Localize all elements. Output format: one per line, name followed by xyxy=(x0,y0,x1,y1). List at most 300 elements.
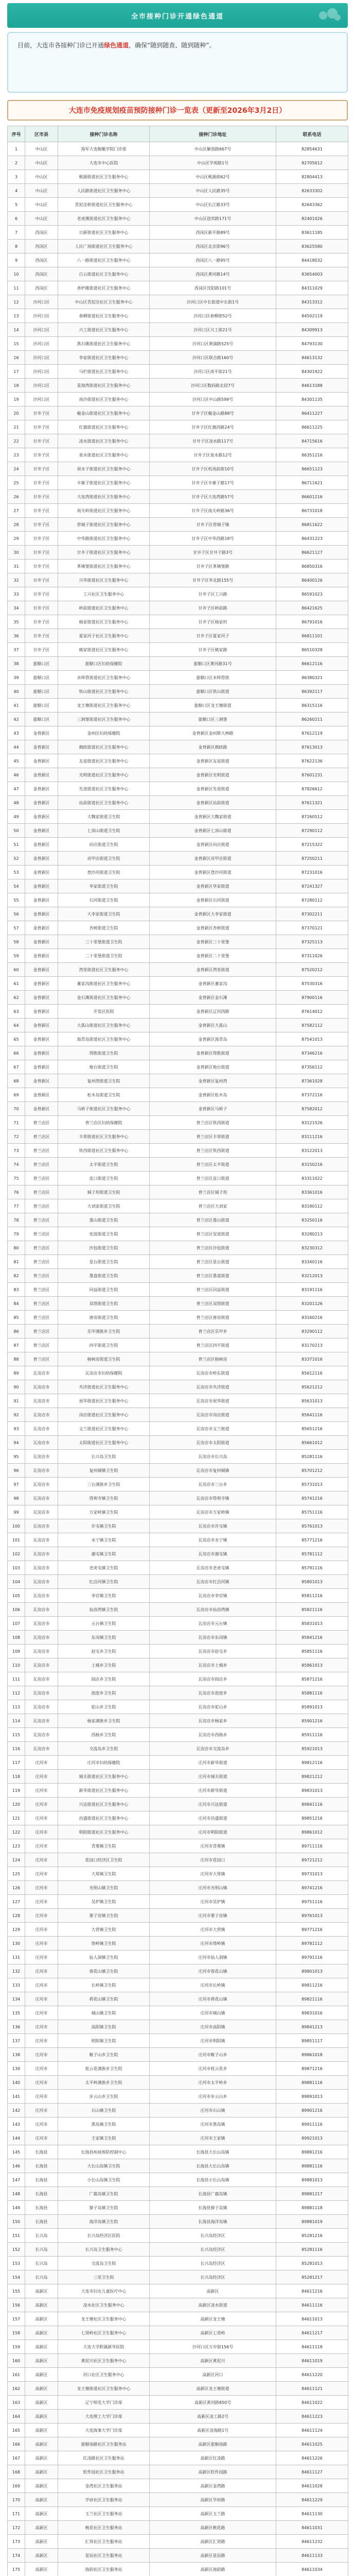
table-row xyxy=(8,1881,348,1895)
cell-clinic-name: 石山镇卫生院 xyxy=(58,2104,150,2117)
cell-address: 庄河市塔岭镇 xyxy=(150,1937,276,1951)
cell-clinic-name: 花园口经济区卫生院 xyxy=(58,1853,150,1867)
cell-address: 旅顺口区三涧堡 xyxy=(150,713,276,726)
cell-phone: 86612116 xyxy=(276,657,348,671)
cell-clinic-name: 辛寨子街道社区卫生服务中心 xyxy=(58,476,150,490)
table-row xyxy=(8,1422,348,1436)
cell-clinic-name: 交流岛卫生院 xyxy=(58,2257,150,2270)
cell-phone: 89881217 xyxy=(276,2187,348,2201)
cell-address: 普兰店区星台街道 xyxy=(150,1255,276,1269)
table-row xyxy=(8,351,348,365)
cell-district: 瓦房店市 xyxy=(25,1436,58,1450)
cell-phone: 89921013 xyxy=(276,2131,348,2145)
cell-district: 瓦房店市 xyxy=(25,1742,58,1756)
cell-phone: 89721212 xyxy=(276,1853,348,1867)
table-row xyxy=(8,2229,348,2243)
cell-clinic-name: 星辰社区卫生服务站 xyxy=(58,2549,150,2563)
table-title: 大连市免疫规划疫苗预防接种门诊一览表（更新至2026年3月2日） xyxy=(7,100,348,121)
table-row xyxy=(8,2451,348,2465)
cell-index: 111 xyxy=(8,1672,25,1686)
cell-district: 旅顺口区 xyxy=(25,671,58,685)
cell-district: 金普新区 xyxy=(25,782,58,796)
cell-district: 旅顺口区 xyxy=(25,657,58,671)
cell-district: 普兰店区 xyxy=(25,1227,58,1241)
cell-district: 瓦房店市 xyxy=(25,1394,58,1408)
cell-index: 6 xyxy=(8,212,25,226)
cell-index: 160 xyxy=(8,2354,25,2368)
cell-index: 99 xyxy=(8,1505,25,1519)
cell-index: 53 xyxy=(8,866,25,879)
cell-index: 82 xyxy=(8,1269,25,1283)
cell-address: 沙河口区南平街21号 xyxy=(150,365,276,379)
cell-index: 116 xyxy=(8,1742,25,1756)
cell-clinic-name: 二十里堡街道卫生院 xyxy=(58,949,150,963)
cell-clinic-name: 大刘家街道卫生院 xyxy=(58,1199,150,1213)
table-row xyxy=(8,156,348,170)
table-row xyxy=(8,1102,348,1116)
cell-district: 瓦房店市 xyxy=(25,1617,58,1631)
cell-clinic-name: 中华路街道社区卫生服务中心 xyxy=(58,532,150,546)
cell-phone: 84301135 xyxy=(276,393,348,406)
cell-district: 庄河市 xyxy=(25,2034,58,2048)
cell-district: 高新区 xyxy=(25,2424,58,2437)
table-row xyxy=(8,420,348,434)
cell-phone: 89911116 xyxy=(276,2117,348,2131)
table-row xyxy=(8,212,348,226)
cell-address: 长海县大长山岛镇 xyxy=(150,2145,276,2159)
cell-phone: 85281013 xyxy=(276,2257,348,2270)
cell-phone: 89881019 xyxy=(276,2215,348,2229)
cell-clinic-name: 丰荣街道社区卫生服务中心 xyxy=(58,1130,150,1144)
cell-index: 44 xyxy=(8,740,25,754)
cell-phone: 86411227 xyxy=(276,406,348,420)
cell-phone: 87241327 xyxy=(276,879,348,893)
cell-address: 普兰店区安波街道 xyxy=(150,1227,276,1241)
cell-clinic-name: 龙王塘街道社区卫生服务中心 xyxy=(58,2382,150,2396)
cell-index: 123 xyxy=(8,1839,25,1853)
cell-district: 瓦房店市 xyxy=(25,1728,58,1742)
cell-clinic-name: 青堆镇卫生院 xyxy=(58,1839,150,1853)
cell-district: 庄河市 xyxy=(25,1867,58,1881)
cell-address: 庄河市明阳街道 xyxy=(150,1825,276,1839)
table-row xyxy=(8,726,348,740)
cell-index: 164 xyxy=(8,2410,25,2424)
cell-clinic-name: 得胜街道卫生院 xyxy=(58,1046,150,1060)
cell-clinic-name: 河口社区卫生服务中心 xyxy=(58,2368,150,2382)
cell-clinic-name: 大连大学附属新华医院 xyxy=(58,2340,150,2354)
cell-clinic-name: 青泥洼桥街道社区卫生服务中心 xyxy=(58,198,150,212)
cell-address: 瓦房店市许屯镇 xyxy=(150,1519,276,1533)
cell-district: 庄河市 xyxy=(25,2076,58,2090)
cell-address: 甘井子区营城子镇 xyxy=(150,518,276,532)
cell-district: 瓦房店市 xyxy=(25,1478,58,1492)
cell-clinic-name: 吴炉镇卫生院 xyxy=(58,1895,150,1909)
cell-index: 130 xyxy=(8,1937,25,1951)
table-row xyxy=(8,1283,348,1297)
cell-clinic-name: 香炉礁街道社区卫生服务中心 xyxy=(58,281,150,295)
cell-phone: 84301922 xyxy=(276,365,348,379)
cell-phone: 89881116 xyxy=(276,2159,348,2173)
cell-clinic-name: 长兴岛经济区医院 xyxy=(58,2229,150,2243)
cell-address: 甘井子区机场前街10号 xyxy=(150,462,276,476)
cell-phone: 85281116 xyxy=(276,2243,348,2257)
cell-address: 瓦房店市岗店街道 xyxy=(150,1408,276,1422)
cell-index: 4 xyxy=(8,184,25,198)
cell-address: 金普新区金州斯大林路 xyxy=(150,726,276,740)
cell-clinic-name: 岭前街道社区卫生服务中心 xyxy=(58,601,150,615)
cell-address: 中山区迎宾路171号 xyxy=(150,212,276,226)
cell-clinic-name: 兴华街道社区卫生服务中心 xyxy=(58,573,150,587)
cell-phone: 87612119 xyxy=(276,726,348,740)
cell-index: 163 xyxy=(8,2396,25,2410)
cell-index: 67 xyxy=(8,1060,25,1074)
cell-address: 瓦房店市祝华街道 xyxy=(150,1394,276,1408)
cell-index: 30 xyxy=(8,546,25,560)
cell-phone: 87280112 xyxy=(276,893,348,907)
cell-index: 75 xyxy=(8,1172,25,1185)
table-row xyxy=(8,1867,348,1881)
cell-phone: 89821212 xyxy=(276,1770,348,1784)
cell-clinic-name: 姚家街道社区卫生服务中心 xyxy=(58,643,150,657)
cell-index: 64 xyxy=(8,1019,25,1032)
table-row xyxy=(8,1839,348,1853)
cell-clinic-name: 长海县疾病预防控制中心 xyxy=(58,2145,150,2159)
cell-district: 庄河市 xyxy=(25,1923,58,1937)
cell-clinic-name: 兴工街道社区卫生服务中心 xyxy=(58,323,150,337)
cell-index: 132 xyxy=(8,1964,25,1978)
cell-phone: 84611121 xyxy=(276,2382,348,2396)
cell-clinic-name: 旅顺口区妇幼保健院 xyxy=(58,657,150,671)
cell-address: 金普新区大魏家街道 xyxy=(150,810,276,824)
cell-phone: 83250116 xyxy=(276,1213,348,1227)
cell-phone: 87250211 xyxy=(276,852,348,866)
cell-index: 110 xyxy=(8,1658,25,1672)
cell-clinic-name: 老虎滩街道社区卫生服务中心 xyxy=(58,212,150,226)
cell-district: 金普新区 xyxy=(25,1046,58,1060)
cell-index: 23 xyxy=(8,448,25,462)
cell-index: 59 xyxy=(8,949,25,963)
table-row xyxy=(8,2090,348,2104)
cell-district: 长海县 xyxy=(25,2159,58,2173)
table-row xyxy=(8,2104,348,2117)
cell-phone: 84418032 xyxy=(276,253,348,267)
cell-district: 沙河口区 xyxy=(25,323,58,337)
cell-address: 金普新区复州湾 xyxy=(150,1074,276,1088)
cell-district: 庄河市 xyxy=(25,1756,58,1770)
cell-address: 庄河市蓉花山镇 xyxy=(150,1964,276,1978)
cell-index: 119 xyxy=(8,1784,25,1798)
cell-phone: 87325113 xyxy=(276,935,348,949)
cell-phone: 85891013 xyxy=(276,1700,348,1714)
cell-phone: 86811101 xyxy=(276,629,348,643)
cell-clinic-name: 大长山岛镇卫生院 xyxy=(58,2159,150,2173)
cell-phone: 89801013 xyxy=(276,1964,348,1978)
cell-address: 沙河口区中山路599号 xyxy=(150,393,276,406)
cell-address: 金普新区拥政路 xyxy=(150,740,276,754)
cell-phone: 85651216 xyxy=(276,1422,348,1436)
cell-clinic-name: 东岗镇卫生院 xyxy=(58,1631,150,1645)
cell-address: 金普新区马桥子 xyxy=(150,1102,276,1116)
table-row xyxy=(8,198,348,212)
table-row xyxy=(8,406,348,420)
cell-district: 瓦房店市 xyxy=(25,1533,58,1547)
cell-district: 沙河口区 xyxy=(25,337,58,351)
cell-address: 高新区金湾路 xyxy=(150,2479,276,2493)
cell-address: 高新区龙王塘街道 xyxy=(150,2382,276,2396)
table-row xyxy=(8,2048,348,2062)
cell-index: 137 xyxy=(8,2034,25,2048)
cell-phone: 83212013 xyxy=(276,1269,348,1283)
cell-phone: 83371016 xyxy=(276,1352,348,1366)
cell-district: 金普新区 xyxy=(25,768,58,782)
cell-address: 长海县獐子岛镇 xyxy=(150,2201,276,2215)
cell-address: 金普新区七顶山街道 xyxy=(150,824,276,838)
cell-district: 沙河口区 xyxy=(25,365,58,379)
cell-clinic-name: 旅顺南路社区卫生服务站 xyxy=(58,2437,150,2451)
table-row xyxy=(8,142,348,156)
cell-phone: 84611025 xyxy=(276,2437,348,2451)
cell-index: 37 xyxy=(8,643,25,657)
banner-title: 全市接种门诊开通绿色通道 xyxy=(131,12,224,21)
cell-address: 长兴岛经济区 xyxy=(150,2257,276,2270)
table-row xyxy=(8,1046,348,1060)
table-row xyxy=(8,1784,348,1798)
cell-phone: 84611217 xyxy=(276,2326,348,2340)
cell-clinic-name: 得利寺镇卫生院 xyxy=(58,1492,150,1505)
cell-index: 154 xyxy=(8,2270,25,2284)
cell-clinic-name: 黄泥川社区卫生服务中心 xyxy=(58,2354,150,2368)
cell-phone: 85281217 xyxy=(276,2270,348,2284)
cell-district: 瓦房店市 xyxy=(25,1700,58,1714)
table-row xyxy=(8,1700,348,1714)
cell-index: 138 xyxy=(8,2048,25,2062)
table-row xyxy=(8,1937,348,1951)
cell-address: 瓦房店市交流岛乡 xyxy=(150,1742,276,1756)
cell-address: 高新区学府路 xyxy=(150,2493,276,2507)
cell-index: 98 xyxy=(8,1492,25,1505)
cell-address: 庄河市光明山镇 xyxy=(150,1881,276,1895)
cell-district: 西岗区 xyxy=(25,267,58,281)
cell-clinic-name: 星台街道卫生院 xyxy=(58,1255,150,1269)
cell-clinic-name: 四平街道卫生院 xyxy=(58,1338,150,1352)
cell-clinic-name: 大魏家街道卫生院 xyxy=(58,810,150,824)
cell-district: 中山区 xyxy=(25,142,58,156)
cell-index: 65 xyxy=(8,1032,25,1046)
cell-clinic-name: 太阳街道社区卫生服务中心 xyxy=(58,1436,150,1450)
cell-phone: 86850316 xyxy=(276,560,348,573)
cell-index: 72 xyxy=(8,1130,25,1144)
cell-address: 甘井子区南关岭路36号 xyxy=(150,504,276,518)
cell-phone: 87370121 xyxy=(276,921,348,935)
cell-phone: 86811622 xyxy=(276,518,348,532)
cell-clinic-name: 凌水街道社区卫生服务中心 xyxy=(58,434,150,448)
cell-phone: 84309913 xyxy=(276,323,348,337)
cell-clinic-name: 黑石礁街道社区卫生服务中心 xyxy=(58,337,150,351)
cell-district: 金普新区 xyxy=(25,1032,58,1046)
cell-address: 甘井子区大连湾路57号 xyxy=(150,490,276,504)
cell-clinic-name: 白云街道社区卫生服务中心 xyxy=(58,267,150,281)
cell-clinic-name: 老虎屯镇卫生院 xyxy=(58,1561,150,1575)
cell-district: 庄河市 xyxy=(25,1853,58,1867)
cell-phone: 84611229 xyxy=(276,2493,348,2507)
table-row xyxy=(8,2354,348,2368)
cell-district: 甘井子区 xyxy=(25,546,58,560)
cell-phone: 84311029 xyxy=(276,281,348,295)
cell-district: 高新区 xyxy=(25,2563,58,2576)
cell-phone: 85641116 xyxy=(276,1408,348,1422)
cell-district: 普兰店区 xyxy=(25,1213,58,1227)
cell-district: 瓦房店市 xyxy=(25,1589,58,1603)
table-row xyxy=(8,796,348,810)
cell-district: 瓦房店市 xyxy=(25,1686,58,1700)
table-row xyxy=(8,1325,348,1338)
cell-district: 高新区 xyxy=(25,2340,58,2354)
table-row xyxy=(8,2145,348,2159)
cell-index: 1 xyxy=(8,142,25,156)
cell-address: 瓦房店市泡崖乡 xyxy=(150,1686,276,1700)
cell-district: 庄河市 xyxy=(25,1784,58,1798)
cell-address: 高新区黄河路850号 xyxy=(150,2396,276,2410)
cell-index: 28 xyxy=(8,518,25,532)
cell-index: 32 xyxy=(8,573,25,587)
cell-index: 93 xyxy=(8,1422,25,1436)
cell-phone: 85861013 xyxy=(276,1658,348,1672)
table-row xyxy=(8,1060,348,1074)
cell-phone: 84611118 xyxy=(276,2340,348,2354)
table-row xyxy=(8,309,348,323)
table-row xyxy=(8,2326,348,2340)
cell-index: 141 xyxy=(8,2090,25,2104)
cell-address: 高新区黄泥川 xyxy=(150,2354,276,2368)
cell-district: 长兴岛 xyxy=(25,2229,58,2243)
cell-clinic-name: 城关街道社区卫生服务中心 xyxy=(58,1770,150,1784)
table-row xyxy=(8,1116,348,1130)
cell-address: 瓦房店市杨家乡 xyxy=(150,1714,276,1728)
cell-district: 瓦房店市 xyxy=(25,1422,58,1436)
clinic-table-wrap xyxy=(7,126,348,2576)
cell-district: 瓦房店市 xyxy=(25,1631,58,1645)
cell-district: 西岗区 xyxy=(25,240,58,253)
cell-address: 甘井子区华北路155号 xyxy=(150,573,276,587)
cell-district: 高新区 xyxy=(25,2396,58,2410)
table-row xyxy=(8,1478,348,1492)
cell-district: 甘井子区 xyxy=(25,448,58,462)
table-row xyxy=(8,2479,348,2493)
table-row xyxy=(8,949,348,963)
cell-district: 金普新区 xyxy=(25,838,58,852)
table-row xyxy=(8,2312,348,2326)
cell-district: 庄河市 xyxy=(25,2020,58,2034)
table-row xyxy=(8,629,348,643)
cell-phone: 87611321 xyxy=(276,796,348,810)
cell-address: 普兰店区同益街道 xyxy=(150,1283,276,1297)
cell-address: 沙河口区春柳街52号 xyxy=(150,309,276,323)
cell-phone: 84611216 xyxy=(276,2284,348,2298)
table-row xyxy=(8,866,348,879)
cell-address: 金普新区杏树街道 xyxy=(150,921,276,935)
top-banner xyxy=(7,3,348,28)
cell-clinic-name: 工兴社区卫生服务中心 xyxy=(58,587,150,601)
cell-address: 高新区红凌路 xyxy=(150,2451,276,2465)
cell-clinic-name: 蓉花山镇卫生院 xyxy=(58,1964,150,1978)
table-row xyxy=(8,1756,348,1770)
cell-clinic-name: 长兴岛卫生服务中心 xyxy=(58,2243,150,2257)
cell-phone: 87622136 xyxy=(276,754,348,768)
cell-phone: 87290112 xyxy=(276,824,348,838)
table-row xyxy=(8,170,348,184)
cell-address: 庄河市黑岛镇 xyxy=(150,2117,276,2131)
table-row xyxy=(8,379,348,393)
cell-phone: 84611223 xyxy=(276,2410,348,2424)
cell-district: 金普新区 xyxy=(25,949,58,963)
cell-phone: 85701212 xyxy=(276,1464,348,1478)
cell-phone: 85921013 xyxy=(276,1742,348,1756)
table-row xyxy=(8,1951,348,1964)
cell-address: 普兰店区唐房街道 xyxy=(150,1311,276,1325)
cell-phone: 89711116 xyxy=(276,1839,348,1853)
cell-phone: 84611034 xyxy=(276,2563,348,2576)
cell-clinic-name: 荷花山镇卫生院 xyxy=(58,1992,150,2006)
cell-index: 95 xyxy=(8,1450,25,1464)
cell-phone: 82854631 xyxy=(276,142,348,156)
cell-index: 174 xyxy=(8,2549,25,2563)
cell-phone: 87601231 xyxy=(276,768,348,782)
decoration-icon xyxy=(317,7,342,24)
cell-index: 63 xyxy=(8,1005,25,1019)
cell-clinic-name: 水师营街道社区卫生服务中心 xyxy=(58,671,150,685)
cell-address: 沙河口区兴工街21号 xyxy=(150,323,276,337)
cell-index: 13 xyxy=(8,309,25,323)
cell-clinic-name: 万家岭镇卫生院 xyxy=(58,1505,150,1519)
cell-index: 145 xyxy=(8,2145,25,2159)
cell-address: 庄河市鞍子山乡 xyxy=(150,2048,276,2062)
cell-clinic-name: 岗店街道社区卫生服务中心 xyxy=(58,1408,150,1422)
cell-address: 长海县广鹿岛镇 xyxy=(150,2187,276,2201)
cell-clinic-name: 龙王塘街道社区卫生服务中心 xyxy=(58,699,150,713)
cell-district: 甘井子区 xyxy=(25,587,58,601)
table-row xyxy=(8,2131,348,2145)
header-address: 接种门诊地址 xyxy=(150,126,276,142)
cell-clinic-name: 春柳街道社区卫生服务中心 xyxy=(58,309,150,323)
cell-district: 高新区 xyxy=(25,2312,58,2326)
cell-address: 普兰店区墨盘街道 xyxy=(150,1269,276,1283)
cell-index: 43 xyxy=(8,726,25,740)
cell-district: 庄河市 xyxy=(25,1978,58,1992)
cell-phone: 83654003 xyxy=(276,267,348,281)
cell-index: 77 xyxy=(8,1199,25,1213)
cell-index: 165 xyxy=(8,2424,25,2437)
cell-address: 甘井子区姚家路 xyxy=(150,643,276,657)
table-row xyxy=(8,281,348,295)
cell-address: 瓦房店市永宁镇 xyxy=(150,1533,276,1547)
cell-index: 33 xyxy=(8,587,25,601)
cell-phone: 89831016 xyxy=(276,2006,348,2020)
table-row xyxy=(8,1311,348,1325)
cell-index: 26 xyxy=(8,490,25,504)
cell-index: 48 xyxy=(8,796,25,810)
cell-clinic-name: 杨家街道社区卫生服务中心 xyxy=(58,615,150,629)
cell-address: 庄河市步云山乡 xyxy=(150,2090,276,2104)
table-row xyxy=(8,1019,348,1032)
cell-district: 旅顺口区 xyxy=(25,699,58,713)
table-row xyxy=(8,2006,348,2020)
cell-index: 147 xyxy=(8,2173,25,2187)
cell-phone: 84613132 xyxy=(276,351,348,365)
cell-address: 瓦房店市西杨乡 xyxy=(150,1728,276,1742)
cell-address: 瓦房店市红沿河镇 xyxy=(150,1575,276,1589)
cell-address: 西岗区北京街96号 xyxy=(150,240,276,253)
cell-district: 金普新区 xyxy=(25,810,58,824)
